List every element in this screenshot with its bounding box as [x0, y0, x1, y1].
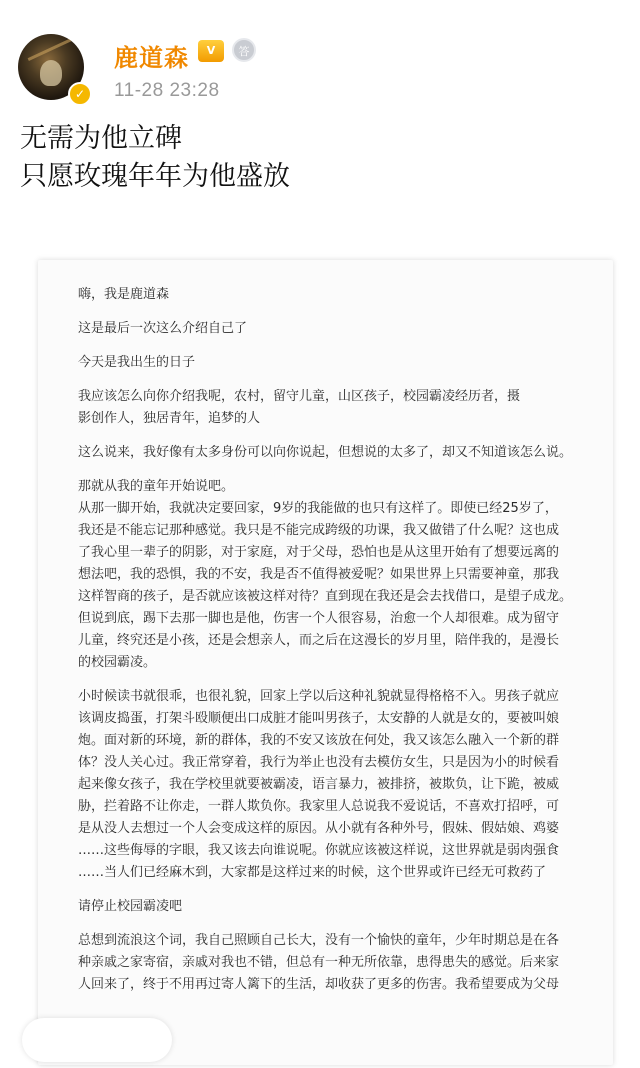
- letter-line: 体？没人关心过。我正常穿着，我行为举止也没有去模仿女生，只是因为小的时候看: [78, 755, 560, 770]
- letter-body: [78, 284, 598, 996]
- letter-line: 这样智商的孩子，是否就应该被这样对待？直到现在我还是会去找借口，是望子成龙。: [78, 589, 573, 604]
- letter-paragraph-gap: [78, 430, 598, 442]
- letter-paragraph-gap: [78, 306, 598, 318]
- post-text-line: 只愿玫瑰年年为他盛放: [20, 161, 290, 192]
- verified-badge-icon: ✓: [68, 82, 92, 106]
- letter-line: 请停止校园霸凌吧: [78, 899, 183, 914]
- letter-line: 这么说来，我好像有太多身份可以向你说起，但想说的太多了，却又不知道该怎么说。: [78, 445, 573, 460]
- letter-line: 了我心里一辈子的阴影，对于家庭，对于父母，恐怕也是从这里开始有了想要远离的: [78, 545, 560, 560]
- letter-line: 的校园霸凌。: [78, 655, 157, 670]
- letter-line: 胁，拦着路不让你走，一群人欺负你。我家里人总说我不爱说话，不喜欢打招呼，可: [78, 799, 560, 814]
- letter-line: 小时候读书就很乖，也很礼貌，回家上学以后这种礼貌就显得格格不入。男孩子就应: [78, 689, 560, 704]
- letter-line: 该调皮捣蛋，打架斗殴顺便出口成脏才能叫男孩子，太安静的人就是女的，要被叫娘: [78, 711, 560, 726]
- avatar-figure-decoration: [40, 60, 62, 86]
- letter-line: 儿童，终究还是小孩，还是会想亲人，而之后在这漫长的岁月里，陪伴我的，是漫长: [78, 633, 560, 648]
- letter-line: 这是最后一次这么介绍自己了: [78, 321, 248, 336]
- letter-paragraph-gap: [78, 918, 598, 930]
- comment-input-pill[interactable]: [22, 1018, 172, 1062]
- letter-paragraph-gap: [78, 674, 598, 686]
- post-text-line: 无需为他立碑: [20, 123, 182, 154]
- letter-line: 影创作人，独居青年，追梦的人: [78, 411, 261, 426]
- letter-paragraph-gap: [78, 340, 598, 352]
- post-header: [18, 34, 618, 104]
- vip-crown-icon[interactable]: V: [198, 40, 224, 62]
- letter-paragraph-gap: [78, 884, 598, 896]
- letter-line: 总想到流浪这个词，我自己照顾自己长大，没有一个愉快的童年，少年时期总是在各: [78, 933, 560, 948]
- letter-line: 今天是我出生的日子: [78, 355, 196, 370]
- letter-image[interactable]: [38, 260, 613, 1065]
- medal-icon[interactable]: 答: [232, 38, 256, 62]
- letter-line: 我应该怎么向你介绍我呢，农村，留守儿童，山区孩子，校园霸凌经历者，摄: [78, 389, 521, 404]
- letter-line: 是从没人去想过一个人会变成这样的原因。从小就有各种外号，假妹、假姑娘、鸡婆: [78, 821, 560, 836]
- letter-line: 起来像女孩子，我在学校里就要被霸凌，语言暴力，被排挤，被欺负，让下跪，被威: [78, 777, 560, 792]
- letter-line: ……这些侮辱的字眼，我又该去向谁说呢。你就应该被这样说，这世界就是弱肉强食: [78, 843, 560, 858]
- letter-line: 想法吧，我的恐惧，我的不安，我是否不值得被爱呢？如果世界上只需要神童，那我: [78, 567, 560, 582]
- letter-line: ……当人们已经麻木到，大家都是这样过来的时候，这个世界或许已经无可救药了: [78, 865, 547, 880]
- avatar-branch-decoration: [28, 38, 73, 61]
- letter-line: 种亲戚之家寄宿，亲戚对我也不错，但总有一种无所依靠，患得患失的感觉。后来家: [78, 955, 560, 970]
- letter-line: 我还是不能忘记那种感觉。我只是不能完成跨级的功课，我又做错了什么呢？这也成: [78, 523, 560, 538]
- letter-line: 但说到底，踢下去那一脚也是他，伤害一个人很容易，治愈一个人却很难。成为留守: [78, 611, 560, 626]
- letter-line: 人回来了，终于不用再过寄人篱下的生活，却收获了更多的伤害。我希望要成为父母: [78, 977, 560, 992]
- letter-line: 炮。面对新的环境，新的群体，我的不安又该放在何处，我又该怎么融入一个新的群: [78, 733, 560, 748]
- letter-paragraph-gap: [78, 464, 598, 476]
- letter-paragraph-gap: [78, 374, 598, 386]
- user-name[interactable]: 鹿道森: [114, 44, 189, 72]
- post-time: 11-28 23:28: [114, 80, 220, 101]
- letter-line: 嗨，我是鹿道森: [78, 287, 170, 302]
- letter-line: 从那一脚开始，我就决定要回家，9岁的我能做的也只有这样了。即使已经25岁了，: [78, 501, 558, 516]
- post-text: [20, 120, 620, 196]
- letter-line: 那就从我的童年开始说吧。: [78, 479, 235, 494]
